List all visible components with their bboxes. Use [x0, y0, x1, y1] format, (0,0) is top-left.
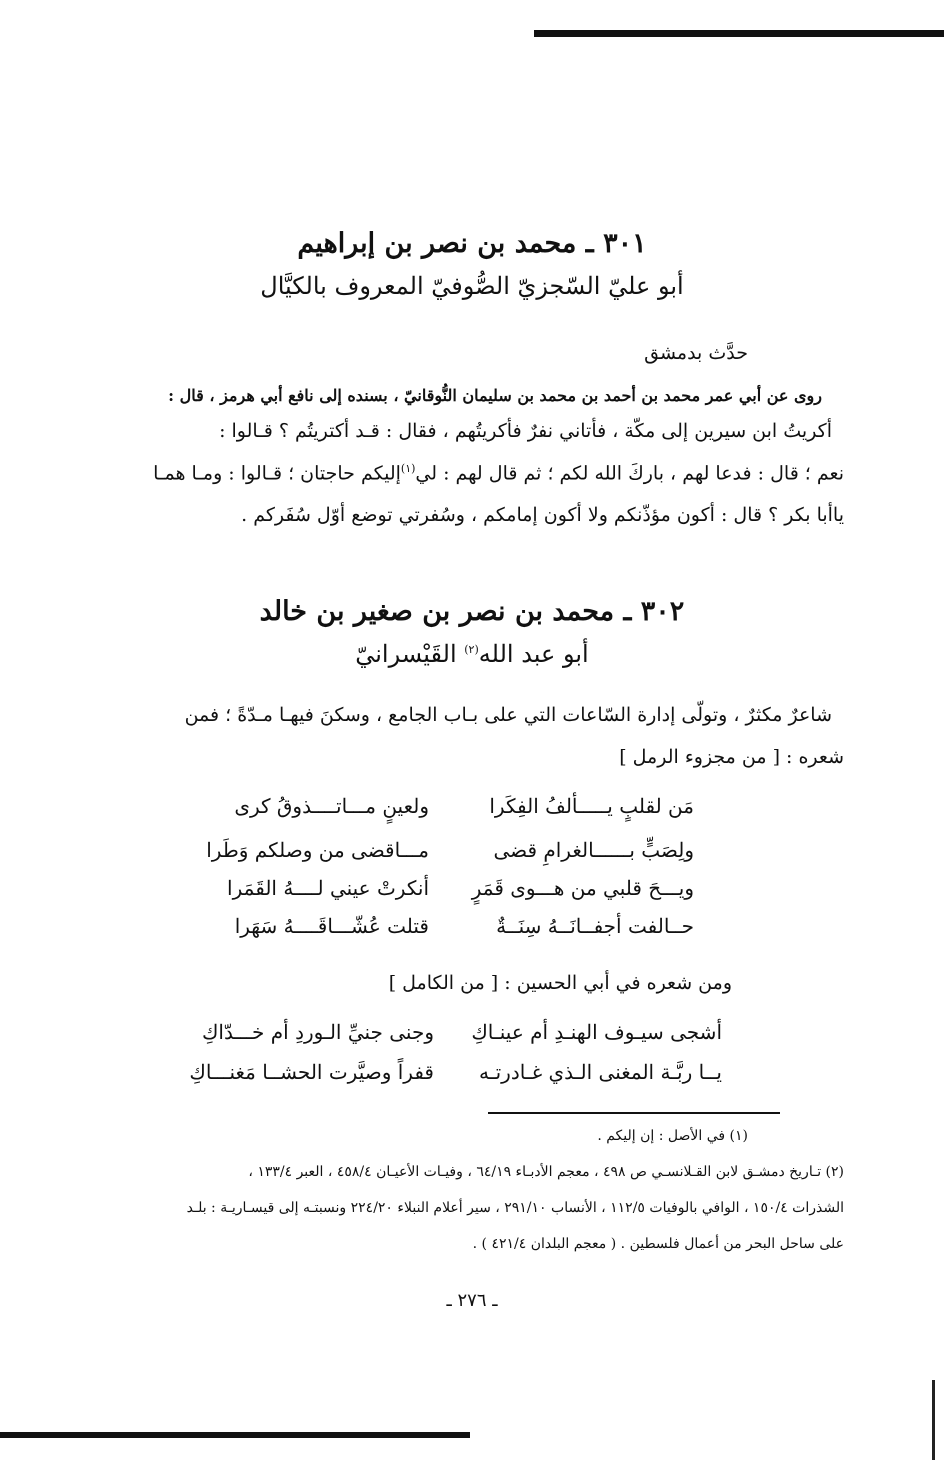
- page-number: ـ ٢٧٦ ـ: [446, 1290, 498, 1311]
- entry-301-line-3: ياأبا بكر ؟ قال : أكون مؤذّنكم ولا أكون إمامكم ، وسُفرتي توضع أوّل سُفَركم .: [241, 504, 844, 526]
- scan-edge-top: [534, 30, 944, 37]
- poem-2-verse-2-left: قفراً وصيَّرت الحشــا مَغنـــاكِ: [189, 1060, 434, 1084]
- entry-301-chain: روى عن أبي عمر محمد بن أحمد بن محمد بن سليمان النُّوقانيّ ، بسنده إلى نافع أبي هرمز ، قال :: [168, 386, 822, 405]
- entry-302-body-2: شعره : [ من مجزوء الرمل ]: [619, 746, 844, 768]
- footnote-1: (١) في الأصل : إن إليكم .: [597, 1128, 748, 1144]
- entry-301-title: ٣٠١ ـ محمد بن نصر بن إبراهيم: [297, 228, 647, 259]
- poem-1-verse-3-right: ويـــحَ قلبي من هـــوى قَمَرٍ: [471, 876, 694, 900]
- footnote-ref-1: (١): [400, 462, 416, 475]
- entry-302-subtitle: أبو عبد الله$^{(٢)}$ القَيْسرانيّ: [355, 640, 589, 668]
- poem-2-verse-2-right: يــا ربَّـة المغنى الـذي غـادرتـه: [479, 1060, 722, 1084]
- entry-301-intro: حدَّث بدمشق: [644, 342, 748, 364]
- poem-2-verse-1-right: أشجى سيـوف الهنـدِ أم عينـاكِ: [471, 1020, 722, 1044]
- entry-301-subtitle: أبو عليّ السّجزيّ الصُّوفيّ المعروف بالكيَّال: [260, 272, 684, 300]
- footnote-2-line-1: (٢) تـاريخ دمشـق لابن القـلانسـي ص ٤٩٨ ، معجم الأدبـاء ٦٤/١٩ ، وفيـات الأعيـان ٤٥٨/٤ ، العبر ١٣٣/٤ ،: [248, 1164, 844, 1180]
- entry-302-title: ٣٠٢ ـ محمد بن نصر بن صغير بن خالد: [259, 596, 685, 627]
- poem-1-verse-2-left: مـــاقضى من وصلكم وَطَرا: [206, 838, 429, 862]
- footnote-ref-2: (٢): [464, 643, 479, 656]
- entry-302-body-1: شاعرٌ مكثرٌ ، وتولّى إدارة السّاعات التي على بـاب الجامع ، وسكنَ فيهـا مـدّةً ؛ فمن: [184, 704, 832, 726]
- scan-edge-right: [932, 1380, 935, 1460]
- footnote-2-line-2: الشذرات ١٥٠/٤ ، الوافي بالوفيات ١١٢/٥ ، الأنساب ٢٩١/١٠ ، سير أعلام النبلاء ٢٢٤/٢٠ ونسبتـه إلى قيسـاريـة : بلـد: [186, 1200, 844, 1216]
- scan-edge-bottom: [0, 1432, 470, 1438]
- footnote-2-line-3: على ساحل البحر من أعمال فلسطين . ( معجم البلدان ٤٢١/٤ ) .: [472, 1236, 844, 1252]
- poem-1-verse-4-right: حــالفت أجفــانَــهُ سِنَــةٌ: [496, 914, 694, 938]
- poem-1-verse-4-left: قتلت عُشّـــاقَــــهُ سَهَرا: [234, 914, 429, 938]
- footnote-rule: [488, 1112, 780, 1114]
- entry-301-line-2: نعم ؛ قال : فدعا لهم ، باركَ الله لكم ؛ ثم قال لهم : لي$^{(١)}$إليكم حاجتان ؛ قـالوا : ومـا همـا: [153, 462, 844, 485]
- poem-2-verse-1-left: وجنى جنيِّ الـوردِ أم خـــدّاكِ: [201, 1020, 434, 1044]
- entry-301-line-1: أكريتُ ابن سيرين إلى مكّة ، فأتاني نفرٌ فأكريتُهم ، فقال : قـد أكتريتُم ؟ قـالوا :: [219, 420, 832, 442]
- entry-302-intro-2: ومن شعره في أبي الحسين : [ من الكامل ]: [388, 972, 732, 994]
- poem-1-verse-3-left: أنكرتْ عيني لــــهُ القَمَرا: [227, 876, 429, 900]
- poem-1-verse-2-right: ولِصَبٍّ بــــــالغرامِ قضى: [493, 838, 694, 862]
- poem-1-verse-1-left: ولعينٍ مـــاتــــذوقُ كرى: [234, 794, 429, 818]
- poem-1-verse-1-right: مَن لقلبٍ يـــــألفُ الفِكَرا: [489, 794, 694, 818]
